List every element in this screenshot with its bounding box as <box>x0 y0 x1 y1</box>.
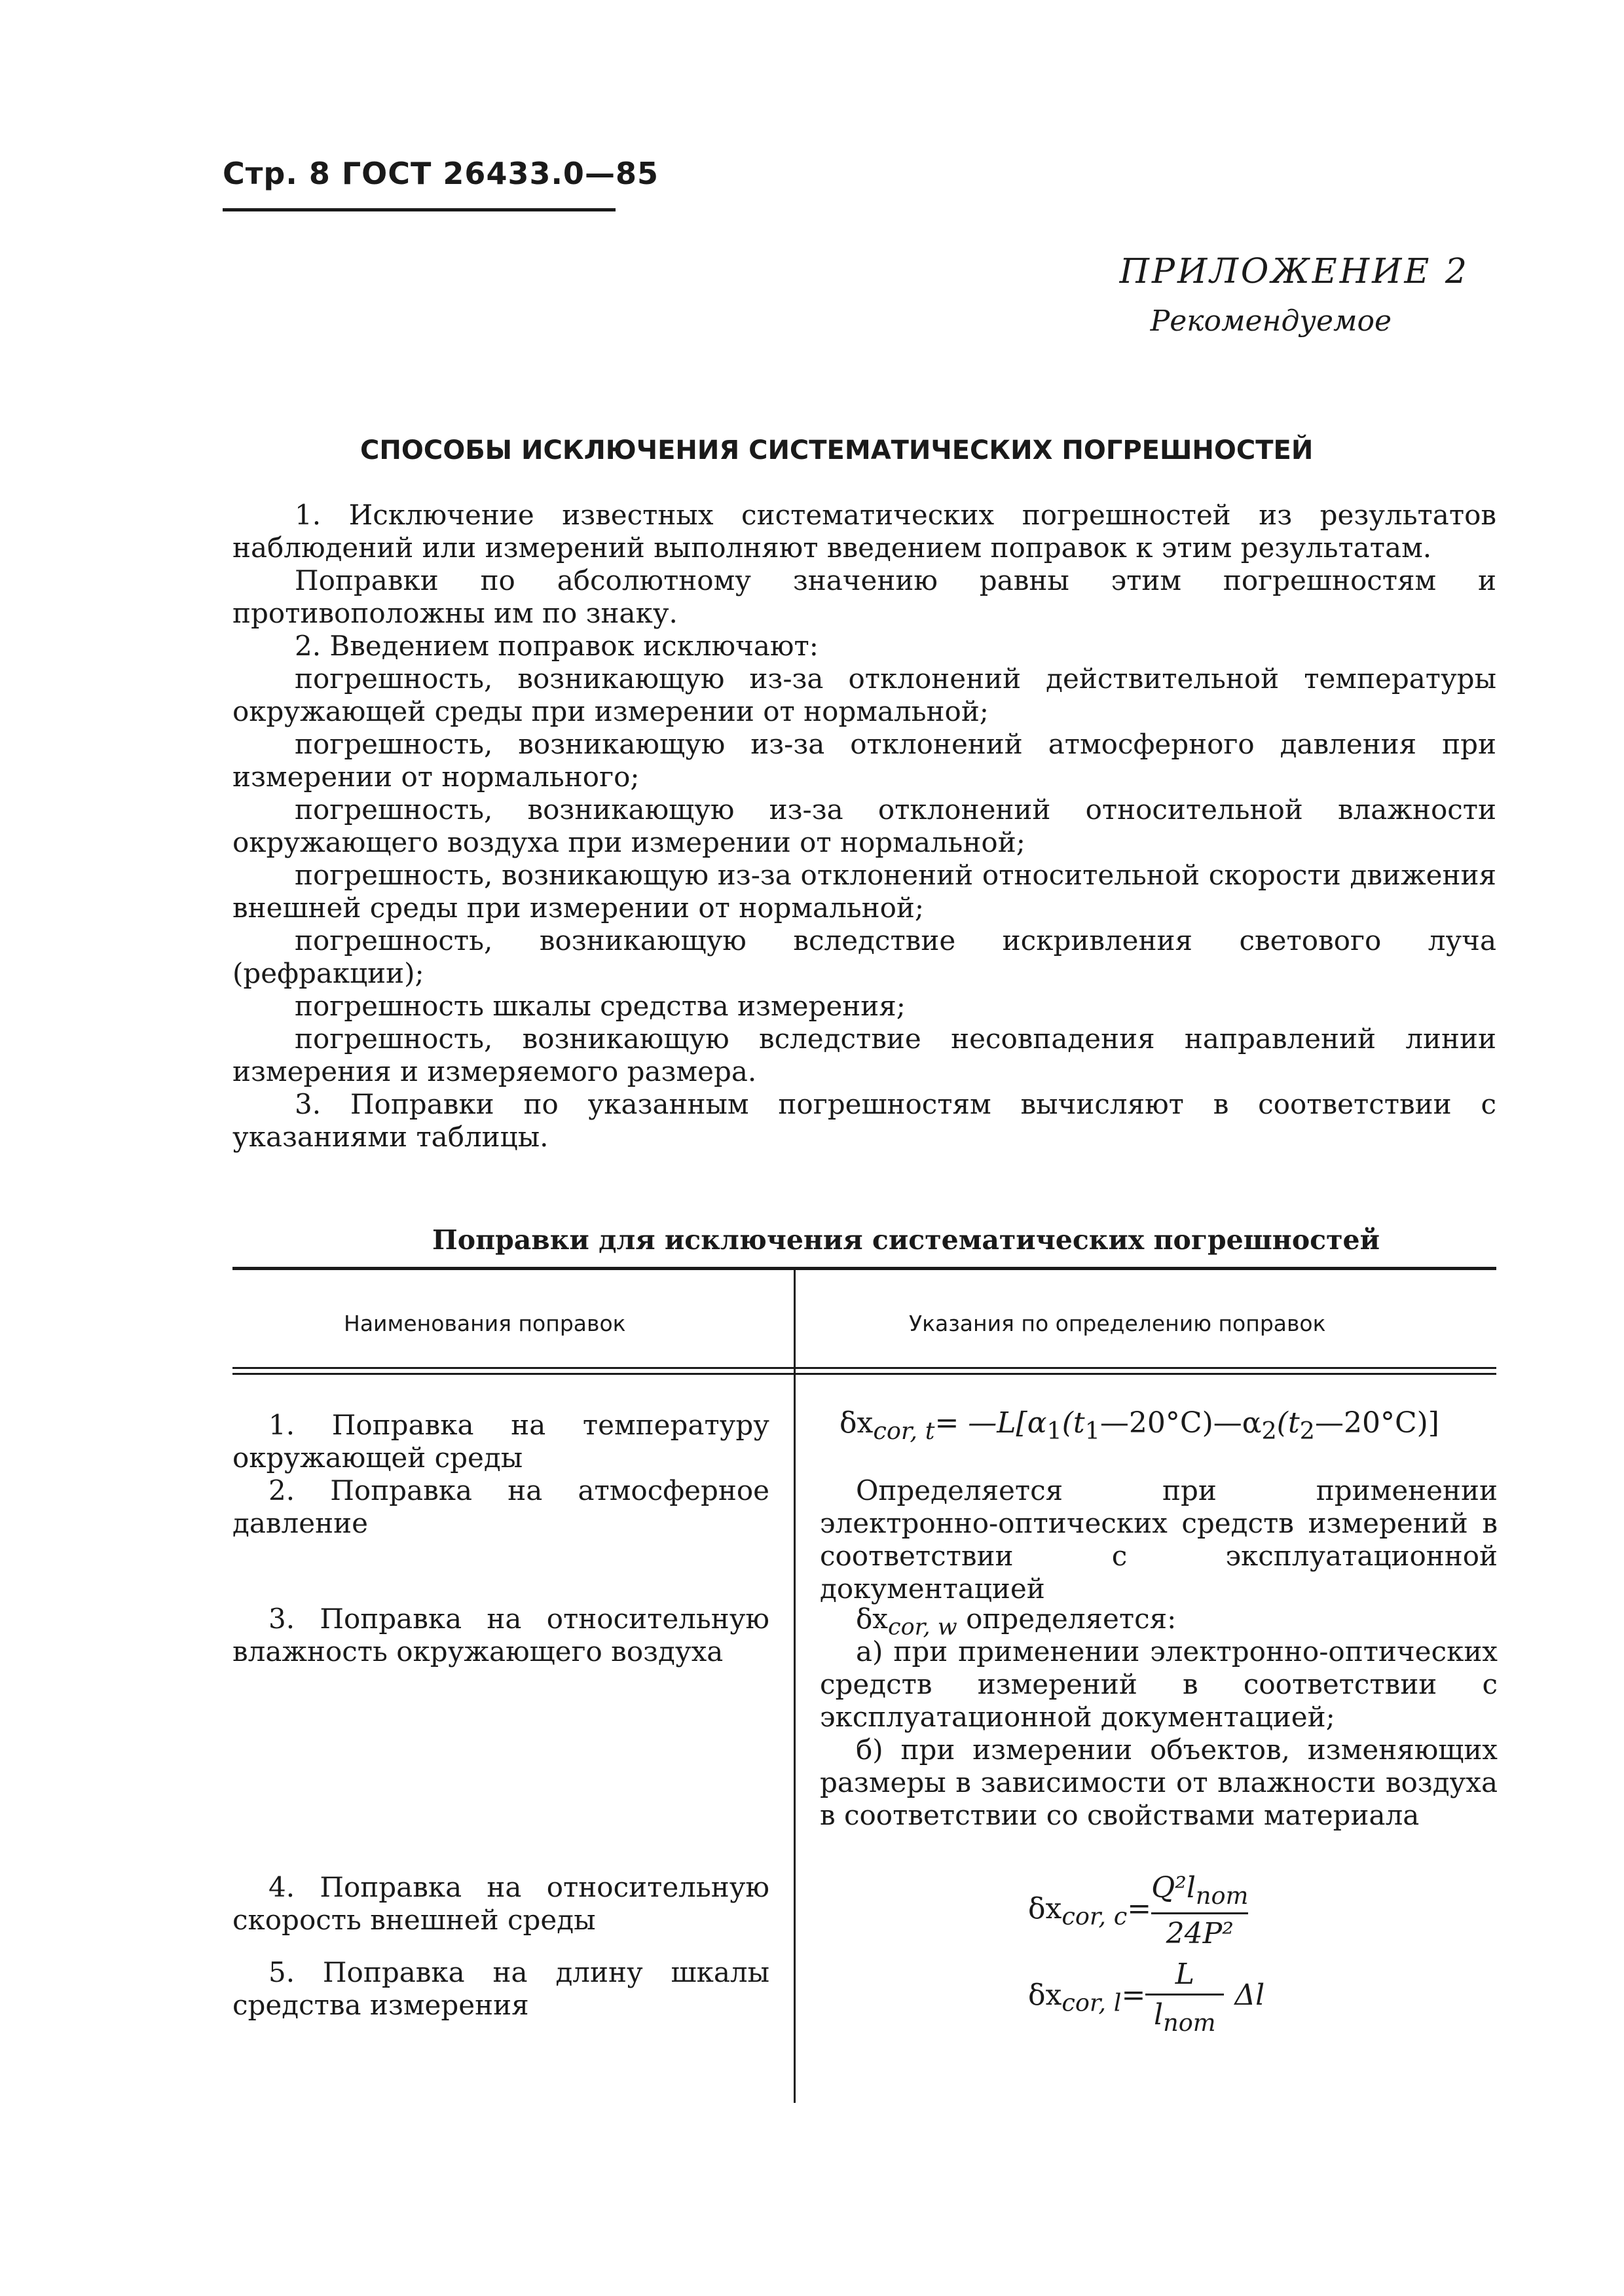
appendix-title: ПРИЛОЖЕНИЕ 2 <box>1119 252 1469 291</box>
table-row-name: 5. Поправка на длину шкалы средства измерения <box>232 1956 769 2021</box>
paragraph: 2. Введением поправок исключают: <box>295 630 819 662</box>
humidity-item-b: б) при измерении объектов, изменяющих размеры в зависимости от влажности воздуха в соответствии со свойствами материала <box>820 1734 1498 1831</box>
table-row-name: 4. Поправка на относительную скорость внешней среды <box>232 1871 769 1936</box>
formula-temperature: $\delta x_{cor, t}=$ $—L[\alpha_1(t_1—20^\circ C)—\alpha_2(t_2—20^\circ C)]$ <box>840 1406 1439 1445</box>
paragraph: погрешность шкалы средства измерения; <box>295 990 906 1022</box>
paragraph: погрешность, возникающую вследствие несовпадения направлений линии измерения и измеряемого размера. <box>232 1023 1496 1087</box>
table-header-instructions: Указания по определению поправок <box>909 1311 1326 1336</box>
table-header-rule <box>232 1373 1496 1375</box>
table-top-rule <box>232 1267 1496 1270</box>
table-header-rule <box>232 1367 1496 1369</box>
paragraph: погрешность, возникающую из-за отклонений относительной влажности окружающего воздуха при измерении от нормальной; <box>232 793 1496 858</box>
table-title: Поправки для исключения систематических погрешностей <box>432 1224 1380 1256</box>
paragraph: 1. Исключение известных систематических погрешностей из результатов наблюдений или измерений выполняют введением поправок к этим результатам. <box>232 499 1496 564</box>
table-row-name: 2. Поправка на атмосферное давление <box>232 1474 769 1539</box>
paragraph: погрешность, возникающую из-за отклонений атмосферного давления при измерении от нормального; <box>232 728 1496 793</box>
paragraph: Поправки по абсолютному значению равны этим погрешностям и противоположны им по знаку. <box>232 564 1496 629</box>
table-header-names: Наименования поправок <box>344 1311 626 1336</box>
humidity-item-a: а) при применении электронно-оптических средств измерений в соответствии с эксплуатационной документацией; <box>820 1635 1498 1733</box>
paragraph: 3. Поправки по указанным погрешностям вычисляют в соответствии с указаниями таблицы. <box>232 1088 1496 1153</box>
section-title: СПОСОБЫ ИСКЛЮЧЕНИЯ СИСТЕМАТИЧЕСКИХ ПОГРЕШНОСТЕЙ <box>360 435 1314 465</box>
paragraph: погрешность, возникающую из-за отклонений относительной скорости движения внешней среды при измерении от нормальной; <box>232 859 1496 924</box>
pressure-instruction: Определяется при применении электронно-оптических средств измерений в соответствии с эксплуатационной документацией <box>820 1474 1498 1605</box>
table-column-divider <box>794 1270 796 2103</box>
appendix-subtitle: Рекомендуемое <box>1150 304 1392 338</box>
table-row-name: 3. Поправка на относительную влажность окружающего воздуха <box>232 1603 769 1667</box>
humidity-lead: $\delta x_{cor, w}$ определяется: <box>856 1603 1177 1641</box>
paragraph: погрешность, возникающую вследствие искривления светового луча (рефракции); <box>232 924 1496 989</box>
table-row-name: 1. Поправка на температуру окружающей среды <box>232 1409 769 1474</box>
paragraph: погрешность, возникающую из-за отклонений действительной температуры окружающей среды при измерении от нормальной; <box>232 663 1496 727</box>
formula-scale: $\delta x_{cor, l}=$ $\frac{L}{l_{nom}}$ Δl <box>1028 1958 1265 2037</box>
formula-velocity: $\delta x_{cor, c}=$ $\frac{Q^2l_{nom}}{\text{24P²}}$ <box>1028 1871 1249 1950</box>
page-header: Стр. 8 ГОСТ 26433.0—85 <box>223 156 659 191</box>
header-rule <box>223 208 616 211</box>
